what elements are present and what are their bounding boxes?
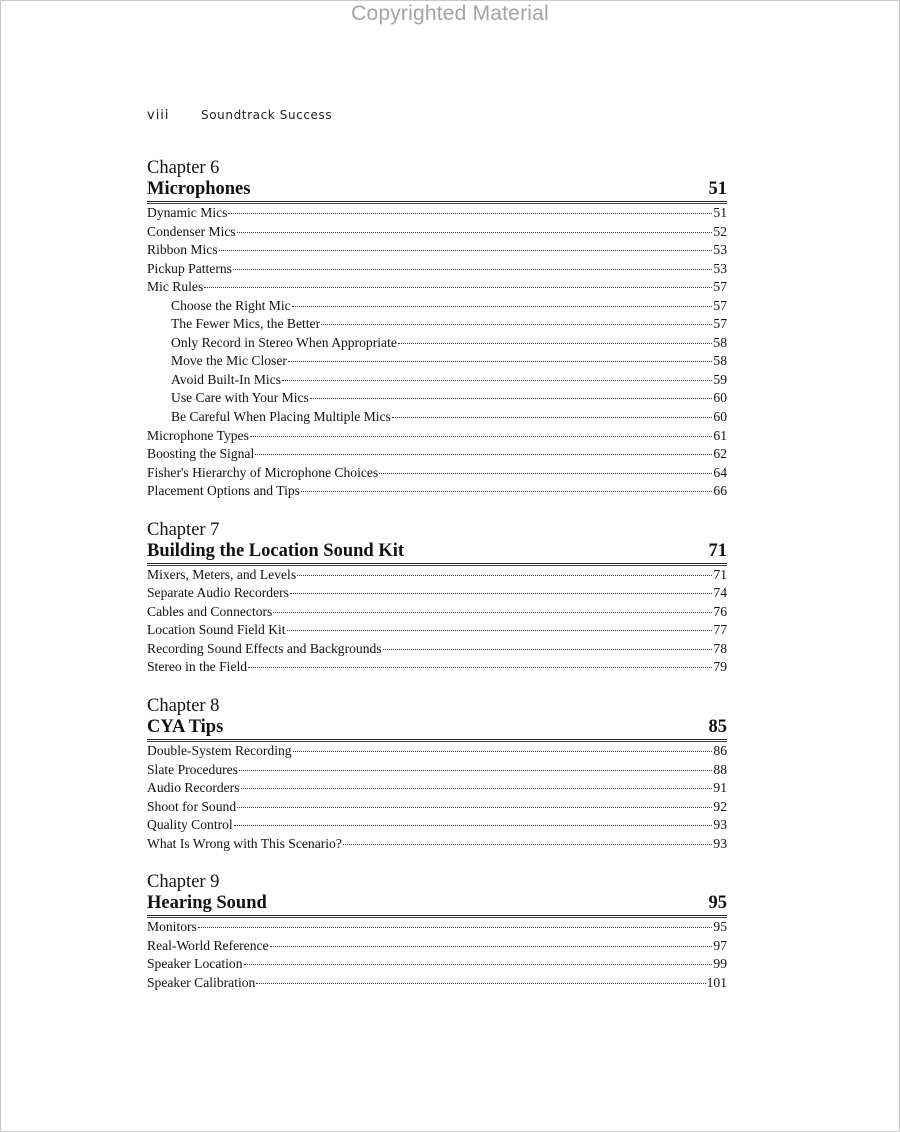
- dot-leader: [287, 629, 712, 631]
- dot-leader: [301, 490, 712, 492]
- toc-subentry: [147, 352, 727, 371]
- entry-title: Boosting the Signal: [147, 446, 255, 462]
- dot-leader: [256, 982, 705, 984]
- entry-page-number: 64: [713, 464, 727, 480]
- entry-page-number: 88: [713, 761, 727, 777]
- toc-entry: [147, 584, 727, 603]
- chapter-title: Building the Location Sound Kit: [147, 540, 405, 561]
- dot-leader: [398, 342, 712, 344]
- toc-entry: [147, 566, 727, 585]
- entry-page-number: 97: [713, 937, 727, 953]
- running-head: [147, 108, 332, 123]
- entry-title: What Is Wrong with This Scenario?: [147, 835, 342, 851]
- entry-page-number: 79: [713, 659, 727, 675]
- chapter-section: [147, 871, 727, 992]
- entry-title: Speaker Location: [147, 956, 243, 972]
- dot-leader: [204, 286, 712, 288]
- entry-title: Placement Options and Tips: [147, 483, 300, 499]
- chapter-title: Hearing Sound: [147, 893, 267, 914]
- entry-title: Pickup Patterns: [147, 260, 232, 276]
- toc-entry: [147, 464, 727, 483]
- entry-page-number: 51: [713, 205, 727, 220]
- toc-entry: [147, 427, 727, 446]
- entry-page-number: 60: [713, 390, 727, 406]
- toc-entry: [147, 241, 727, 260]
- dot-leader: [343, 843, 712, 845]
- entry-title: Move the Mic Closer: [171, 353, 287, 369]
- entry-title: Slate Procedures: [147, 761, 238, 777]
- entry-title: Mic Rules: [147, 279, 204, 295]
- chapter-section: [147, 695, 727, 853]
- dot-leader: [383, 648, 712, 650]
- entry-page-number: 60: [713, 409, 727, 425]
- dot-leader: [310, 397, 712, 399]
- entry-title: Be Careful When Placing Multiple Mics: [171, 409, 391, 425]
- entry-page-number: 91: [713, 780, 727, 796]
- dot-leader: [321, 323, 712, 325]
- entry-page-number: 86: [713, 743, 727, 759]
- dot-leader: [239, 769, 712, 771]
- entry-page-number: 71: [713, 566, 727, 582]
- toc-entry: [147, 937, 727, 956]
- chapter-title: Microphones: [147, 179, 251, 199]
- dot-leader: [228, 212, 712, 214]
- toc-subentry: [147, 371, 727, 390]
- chapter-title: CYA Tips: [147, 717, 224, 738]
- dot-leader: [237, 231, 712, 233]
- entry-title: Recording Sound Effects and Backgrounds: [147, 640, 382, 656]
- entry-page-number: 57: [713, 279, 727, 295]
- entry-page-number: 53: [713, 242, 727, 258]
- toc-subentry: [147, 408, 727, 427]
- chapter-heading: [147, 893, 727, 916]
- entry-page-number: 57: [713, 316, 727, 332]
- entry-title: Stereo in the Field: [147, 659, 248, 675]
- entry-title: Speaker Calibration: [147, 974, 256, 990]
- toc-subentry: [147, 334, 727, 353]
- entry-title: Microphone Types: [147, 427, 249, 443]
- dot-leader: [297, 574, 712, 576]
- copyright-watermark: Copyrighted Material: [351, 2, 549, 25]
- chapter-heading: [147, 541, 727, 564]
- dot-leader: [219, 249, 712, 251]
- chapter-entry-list: [147, 917, 727, 992]
- dot-leader: [237, 806, 712, 808]
- entry-page-number: 101: [706, 974, 727, 990]
- chapter-heading: [147, 179, 727, 202]
- chapter-heading: [147, 717, 727, 740]
- dot-leader: [379, 472, 712, 474]
- running-head-title: Soundtrack Success: [201, 108, 333, 122]
- entry-page-number: 93: [713, 835, 727, 851]
- entry-title: Quality Control: [147, 817, 233, 833]
- chapter-entry-list: [147, 203, 727, 501]
- entry-page-number: 58: [713, 353, 727, 369]
- dot-leader: [282, 379, 712, 381]
- entry-page-number: 95: [713, 919, 727, 935]
- entry-title: Cables and Connectors: [147, 603, 273, 619]
- entry-title: Only Record in Stereo When Appropriate: [171, 334, 397, 350]
- entry-page-number: 93: [713, 817, 727, 833]
- dot-leader: [292, 305, 712, 307]
- entry-page-number: 61: [713, 427, 727, 443]
- toc-entry: [147, 278, 727, 297]
- page-folio: viii: [147, 108, 170, 123]
- entry-title: The Fewer Mics, the Better: [171, 316, 321, 332]
- toc-entry: [147, 640, 727, 659]
- entry-page-number: 52: [713, 223, 727, 239]
- dot-leader: [255, 453, 712, 455]
- toc-entry: [147, 974, 727, 993]
- dot-leader: [234, 824, 712, 826]
- entry-title: Avoid Built-In Mics: [171, 371, 282, 387]
- entry-page-number: 78: [713, 640, 727, 656]
- entry-title: Separate Audio Recorders: [147, 585, 289, 601]
- chapter-number: Chapter 7: [147, 519, 220, 540]
- dot-leader: [288, 360, 712, 362]
- toc-subentry: [147, 389, 727, 408]
- dot-leader: [198, 926, 712, 928]
- toc-subentry: [147, 315, 727, 334]
- chapter-page-number: 51: [708, 179, 727, 199]
- dot-leader: [248, 666, 712, 668]
- chapter-number: Chapter 8: [147, 696, 220, 717]
- entry-page-number: 58: [713, 334, 727, 350]
- toc-subentry: [147, 297, 727, 316]
- entry-title: Monitors: [147, 919, 197, 935]
- entry-page-number: 62: [713, 446, 727, 462]
- entry-title: Real-World Reference: [147, 937, 269, 953]
- chapter-page-number: 95: [708, 893, 727, 914]
- chapter-page-number: 85: [708, 717, 727, 738]
- toc-entry: [147, 204, 727, 223]
- toc-entry: [147, 816, 727, 835]
- entry-title: Condenser Mics: [147, 223, 236, 239]
- toc-entry: [147, 603, 727, 622]
- chapter-number: Chapter 9: [147, 872, 220, 893]
- dot-leader: [293, 750, 712, 752]
- toc-entry: [147, 835, 727, 854]
- toc-entry: [147, 742, 727, 761]
- table-of-contents: [147, 157, 727, 1011]
- chapter-section: [147, 157, 727, 501]
- dot-leader: [233, 268, 712, 270]
- entry-page-number: 57: [713, 297, 727, 313]
- entry-title: Ribbon Mics: [147, 242, 218, 258]
- toc-entry: [147, 779, 727, 798]
- chapter-entry-list: [147, 741, 727, 853]
- entry-page-number: 53: [713, 260, 727, 276]
- entry-title: Audio Recorders: [147, 780, 240, 796]
- entry-title: Fisher's Hierarchy of Microphone Choices: [147, 464, 379, 480]
- dot-leader: [244, 963, 713, 965]
- dot-leader: [273, 611, 712, 613]
- toc-entry: [147, 223, 727, 242]
- chapter-entry-list: [147, 565, 727, 677]
- entry-page-number: 99: [713, 956, 727, 972]
- entry-title: Use Care with Your Mics: [171, 390, 309, 406]
- dot-leader: [270, 945, 712, 947]
- dot-leader: [250, 435, 712, 437]
- entry-title: Shoot for Sound: [147, 798, 237, 814]
- chapter-page-number: 71: [708, 540, 727, 561]
- toc-entry: [147, 621, 727, 640]
- toc-entry: [147, 260, 727, 279]
- toc-entry: [147, 955, 727, 974]
- entry-page-number: 77: [713, 622, 727, 638]
- chapter-section: [147, 519, 727, 677]
- entry-title: Mixers, Meters, and Levels: [147, 566, 297, 582]
- entry-page-number: 74: [713, 585, 727, 601]
- entry-page-number: 92: [713, 798, 727, 814]
- dot-leader: [392, 416, 712, 418]
- entry-title: Choose the Right Mic: [171, 297, 291, 313]
- dot-leader: [290, 592, 712, 594]
- toc-entry: [147, 798, 727, 817]
- entry-page-number: 59: [713, 371, 727, 387]
- entry-title: Double-System Recording: [147, 743, 292, 759]
- entry-title: Location Sound Field Kit: [147, 622, 286, 638]
- dot-leader: [241, 787, 713, 789]
- entry-page-number: 76: [713, 603, 727, 619]
- toc-entry: [147, 761, 727, 780]
- toc-entry: [147, 445, 727, 464]
- toc-entry: [147, 658, 727, 677]
- toc-entry: [147, 918, 727, 937]
- entry-title: Dynamic Mics: [147, 205, 228, 220]
- chapter-number: Chapter 6: [147, 158, 220, 178]
- toc-entry: [147, 482, 727, 501]
- entry-page-number: 66: [713, 483, 727, 499]
